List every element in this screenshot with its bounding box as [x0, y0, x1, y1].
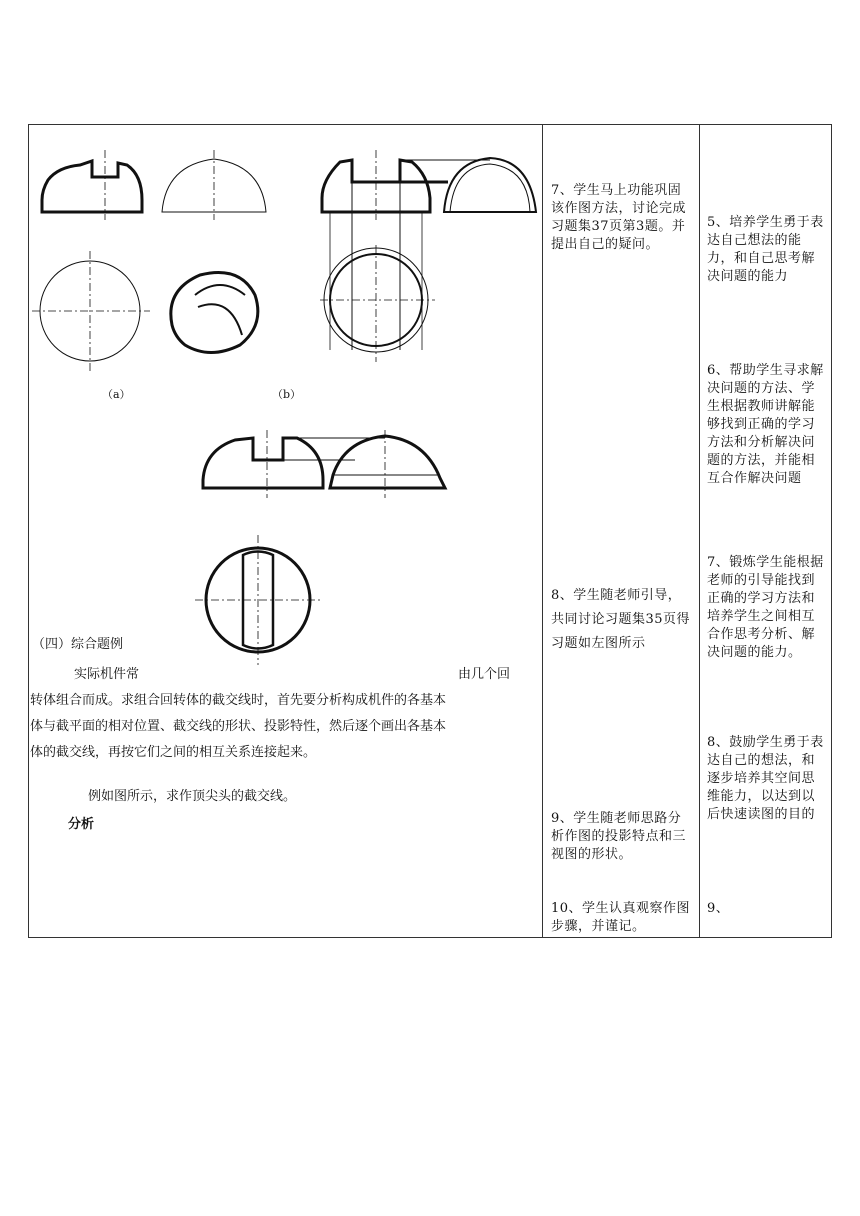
goal-8: 8、鼓励学生勇于表达自己的想法，和逐步培养其空间思维能力，以达到以后快速读图的目的 [707, 735, 824, 822]
para1-end: 由几个回 [458, 667, 511, 682]
activity-9: 9、学生随老师思路分析作图的投影特点和三视图的形状。 [551, 811, 687, 862]
goal-7: 7、锻炼学生能根据老师的引导能找到正确的学习方法和培养学生之间相互合作思考分析、解决问题的能力。 [707, 555, 824, 660]
goal-9: 9、 [707, 901, 730, 916]
para1-line: 转体组合而成。求组合回转体的截交线时，首先要分析构成机件的各基本 [30, 693, 447, 708]
caption-b: （b） [272, 388, 302, 401]
figure-b [320, 150, 540, 375]
figure-b-drawing [320, 150, 540, 375]
activity-10: 10、学生认真观察作图步骤，并谨记。 [551, 901, 691, 934]
activity-7: 7、学生马上功能巩固该作图方法，讨论完成习题集37页第3题。并提出自己的疑问。 [551, 183, 687, 252]
goal-5: 5、培养学生勇于表达自己想法的能力，和自己思考解决问题的能力 [707, 215, 824, 284]
figure-views-drawing [195, 430, 455, 670]
figure-a [30, 145, 270, 375]
para1-start: 实际机件常 [74, 667, 140, 682]
figure-views [195, 430, 455, 670]
figure-a-drawing [30, 145, 270, 375]
caption-a: （a） [102, 388, 131, 401]
column-divider-1 [542, 125, 543, 937]
section-heading: （四）综合题例 [32, 637, 124, 652]
para1-line: 体的截交线，再按它们之间的相互关系连接起来。 [30, 745, 317, 760]
para1-line: 体与截平面的相对位置、截交线的形状、投影特性，然后逐个画出各基本 [30, 719, 447, 734]
goal-6: 6、帮助学生寻求解决问题的方法、学生根据教师讲解能够找到正确的学习方法和分析解决问题的方法，并能相互合作解决问题 [707, 363, 824, 486]
example-text: 例如图所示，求作顶尖头的截交线。 [88, 789, 297, 804]
column-divider-2 [699, 125, 700, 937]
para1-body [30, 688, 540, 766]
analysis-label: 分析 [68, 817, 95, 832]
activity-8: 8、学生随老师引导，共同讨论习题集35页得习题如左图所示 [551, 588, 691, 651]
